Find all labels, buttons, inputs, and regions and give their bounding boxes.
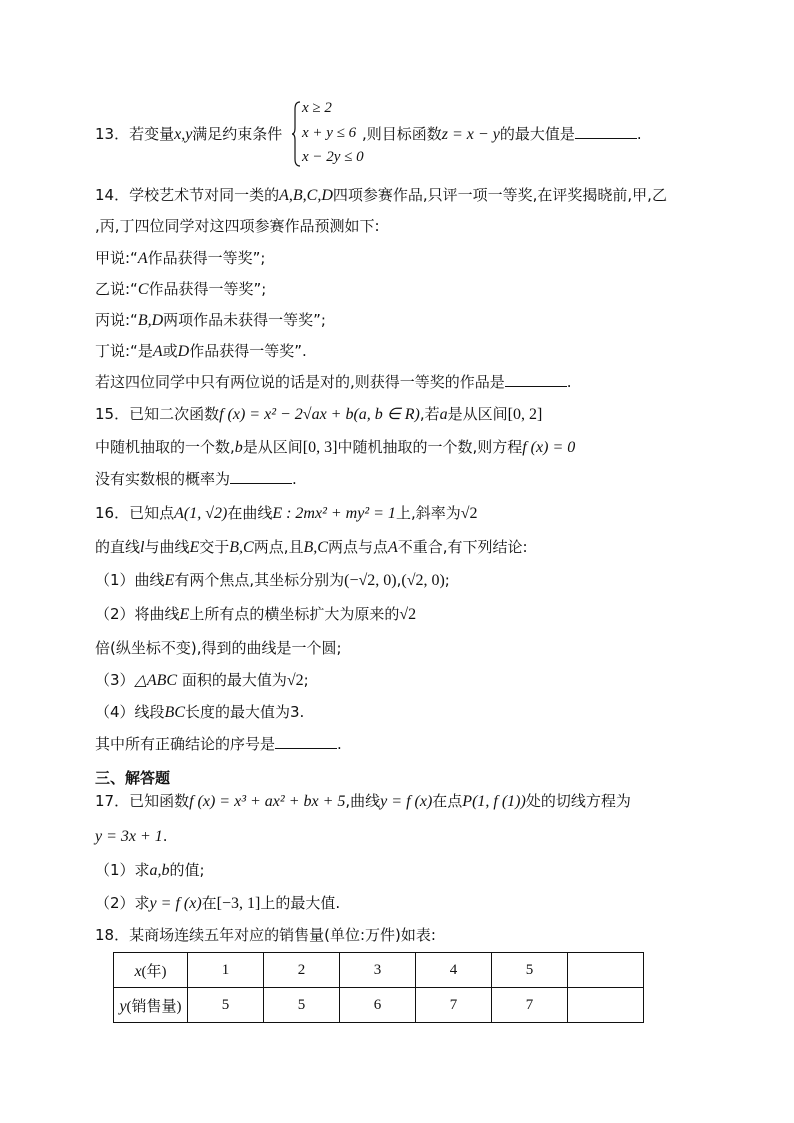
q14-last — [95, 372, 572, 392]
q16-point: A(1, √2) — [174, 505, 228, 522]
table-cell — [568, 988, 644, 1023]
q16-curve: E : 2mx² + my² = 1 — [272, 505, 396, 522]
q16-l: l — [140, 539, 145, 556]
q14-yi-m: C — [137, 281, 149, 298]
q17-p1a: （1）求 — [95, 861, 150, 879]
section-heading: 三、解答题 — [95, 769, 171, 787]
q17-p2m: y = f (x) — [149, 895, 202, 912]
q14-line1a: 14．学校艺术节对同一类的 — [95, 186, 280, 204]
q13-line — [95, 124, 282, 145]
answer-blank — [505, 372, 567, 387]
q15-line3-text: 没有实数根的概率为 — [95, 470, 231, 488]
q16-c3 — [95, 670, 309, 691]
q15-line1b: ,若 — [419, 405, 440, 423]
q16-line1a: 16．已知点 — [95, 504, 175, 522]
q16-c3a: （3） — [95, 671, 135, 689]
q14-ding-m1: A — [152, 343, 163, 360]
table-header-cell — [114, 988, 188, 1023]
y-unit: (销售量) — [126, 998, 182, 1015]
q17-tangent — [95, 826, 168, 847]
q16-A: A — [387, 539, 398, 556]
q15-func: f (x) = x² − 2√ax + b(a, b ∈ R) — [219, 406, 420, 423]
q16-c2a: （2）将曲线 — [95, 605, 180, 623]
q15-int1: [0, 2] — [507, 406, 543, 423]
q15-line1c: 是从区间 — [447, 405, 508, 423]
table-cell: 5 — [492, 953, 568, 988]
q15-line2c: 中随机抽取的一个数,则方程 — [337, 438, 523, 456]
y-var: y — [119, 997, 127, 1015]
x-unit: (年) — [141, 963, 167, 980]
q17-p1m: a,b — [149, 862, 170, 879]
x-var: x — [134, 962, 142, 980]
q14-yi — [95, 279, 266, 300]
sales-table — [113, 952, 644, 1023]
q16-c1c: , — [396, 571, 402, 589]
q14-jia-m: A — [137, 250, 148, 267]
q14-line1 — [95, 185, 667, 206]
table-cell — [568, 953, 644, 988]
q16-line2e: 两点与点 — [327, 538, 388, 556]
q16-E: E — [189, 539, 200, 556]
q16-c1a: （1）曲线 — [95, 571, 165, 589]
q13-objective: z = x − y — [441, 126, 500, 143]
q14-line1b: 四项参赛作品,只评一项一等奖,在评奖揭晓前,甲,乙 — [332, 186, 667, 204]
q14-bing-b: 两项作品未获得一等奖”; — [163, 311, 326, 329]
constraint-1: x ≥ 2 — [302, 100, 332, 116]
q17-p2i: [−3, 1] — [216, 895, 261, 912]
q17-p2a: （2）求 — [95, 894, 150, 912]
q14-jia — [95, 248, 265, 269]
q17-line1d: 处的切线方程为 — [525, 792, 631, 810]
answer-blank — [230, 469, 292, 484]
q17-p2b: 在 — [201, 894, 217, 912]
q16-E-2: E — [164, 572, 175, 589]
q14-bing-a: 丙说:“ — [95, 311, 138, 329]
q15-b: b — [234, 439, 243, 456]
constraint-3: x − 2y ≤ 0 — [302, 149, 364, 165]
q14-ding — [95, 341, 307, 362]
q14-yi-b: 作品获得一等奖”; — [148, 280, 267, 298]
q16-c2-line2: 倍(纵坐标不变),得到的曲线是一个圆; — [95, 639, 342, 657]
answer-blank — [275, 734, 337, 749]
table-row — [114, 988, 644, 1023]
q16-c3m: △ABC — [134, 672, 178, 689]
q16-c1 — [95, 570, 450, 591]
q16-c3c: ; — [303, 671, 309, 689]
q17-tangent-end: . — [162, 827, 168, 845]
q15-int2: [0, 3] — [302, 439, 338, 456]
q14-line2: ,丙,丁四位同学对这四项参赛作品预测如下: — [95, 217, 380, 235]
table-cell: 5 — [264, 988, 340, 1023]
q14-yi-a: 乙说:“ — [95, 280, 138, 298]
q15-line2a: 中随机抽取的一个数, — [95, 438, 235, 456]
q15-line1 — [95, 404, 542, 425]
answer-blank — [575, 124, 637, 139]
table-cell: 7 — [492, 988, 568, 1023]
q13-number: 13．若变量 — [95, 125, 175, 143]
q16-slope: √2 — [460, 505, 478, 522]
q17-line1c: 在点 — [432, 792, 463, 810]
q17-line1b: ,曲线 — [345, 792, 381, 810]
q16-line2d: 两点,且 — [253, 538, 304, 556]
q14-bing — [95, 310, 326, 331]
q13-text2: ,则目标函数 — [362, 125, 442, 143]
q16-c3b: 面积的最大值为 — [177, 671, 287, 689]
q15-line2 — [95, 437, 575, 458]
q17-curve: y = f (x) — [380, 793, 433, 810]
q16-c2 — [95, 604, 416, 625]
table-cell: 5 — [188, 988, 264, 1023]
q17-part2 — [95, 893, 340, 914]
q15-line3 — [95, 469, 297, 489]
table-row — [114, 953, 644, 988]
table-cell: 6 — [340, 988, 416, 1023]
q15-line2b: 是从区间 — [242, 438, 303, 456]
q16-line2b: 与曲线 — [144, 538, 190, 556]
table-cell: 2 — [264, 953, 340, 988]
q16-line2a: 的直线 — [95, 538, 141, 556]
q16-c4m: BC — [164, 704, 185, 721]
q13-end: . — [636, 125, 642, 143]
q16-c4a: （4）线段 — [95, 703, 165, 721]
table-header-cell — [114, 953, 188, 988]
q16-c4b: 长度的最大值为3. — [185, 703, 305, 721]
q17-tangent-eq: y = 3x + 1 — [95, 828, 163, 845]
table-cell: 4 — [416, 953, 492, 988]
q14-jia-b: 作品获得一等奖”; — [147, 249, 266, 267]
q16-c1f1: (−√2, 0) — [344, 572, 397, 589]
q14-ding-mid: 或 — [162, 342, 178, 360]
q14-jia-a: 甲说:“ — [95, 249, 138, 267]
q17-p1b: 的值; — [169, 861, 205, 879]
q17-p2c: 上的最大值. — [260, 894, 341, 912]
q14-ding-m2: D — [177, 343, 190, 360]
q14-bing-m: B,D — [137, 312, 164, 329]
q16-c1f2: (√2, 0) — [401, 572, 445, 589]
q16-c1b: 有两个焦点,其坐标分别为 — [174, 571, 345, 589]
q13-mid: 满足约束条件 — [192, 125, 283, 143]
q15-eq: f (x) = 0 — [522, 439, 576, 456]
q16-c1d: ; — [444, 571, 450, 589]
q14-last-text: 若这四位同学中只有两位说的话是对的,则获得一等奖的作品是 — [95, 373, 505, 391]
q13-text3: 的最大值是 — [499, 125, 575, 143]
q13-line-tail — [362, 124, 642, 145]
table-cell: 7 — [416, 988, 492, 1023]
table-cell: 1 — [188, 953, 264, 988]
q16-line1 — [95, 503, 478, 524]
constraint-2: x + y ≤ 6 — [302, 125, 357, 141]
q17-part1 — [95, 860, 205, 881]
q14-ding-b: 作品获得一等奖”. — [189, 342, 307, 360]
q16-line2f: 不重合,有下列结论: — [397, 538, 528, 556]
q16-c3r: √2 — [286, 672, 304, 689]
q16-E-3: E — [179, 606, 190, 623]
q14-works: A,B,C,D — [279, 187, 333, 204]
q14-end: . — [566, 373, 572, 391]
q17-func: f (x) = x³ + ax² + bx + 5 — [189, 793, 346, 810]
q17-point: P(1, f (1)) — [462, 793, 526, 810]
q16-c4 — [95, 702, 304, 723]
q16-c2b: 上所有点的横坐标扩大为原来的 — [189, 605, 400, 623]
q16-last — [95, 734, 342, 754]
q16-end: . — [337, 735, 342, 753]
q16-last-text: 其中所有正确结论的序号是 — [95, 735, 276, 753]
q14-ding-a: 丁说:“是 — [95, 342, 153, 360]
q16-line1c: 上,斜率为 — [395, 504, 461, 522]
q17-line1 — [95, 791, 631, 812]
table-cell: 3 — [340, 953, 416, 988]
q16-line2 — [95, 537, 528, 558]
q16-line1b: 在曲线 — [227, 504, 273, 522]
q16-c2r: √2 — [399, 606, 417, 623]
q15-line1a: 15．已知二次函数 — [95, 405, 220, 423]
q17-line1a: 17．已知函数 — [95, 792, 190, 810]
brace-icon — [291, 101, 301, 167]
q13-vars: x,y — [174, 126, 193, 143]
q16-line2c: 交于 — [199, 538, 230, 556]
q16-BC: B,C — [229, 539, 254, 556]
q15-end: . — [292, 470, 297, 488]
q16-BC-2: B,C — [303, 539, 328, 556]
q18-line1: 18．某商场连续五年对应的销售量(单位:万件)如表: — [95, 926, 436, 944]
q15-a: a — [439, 406, 448, 423]
